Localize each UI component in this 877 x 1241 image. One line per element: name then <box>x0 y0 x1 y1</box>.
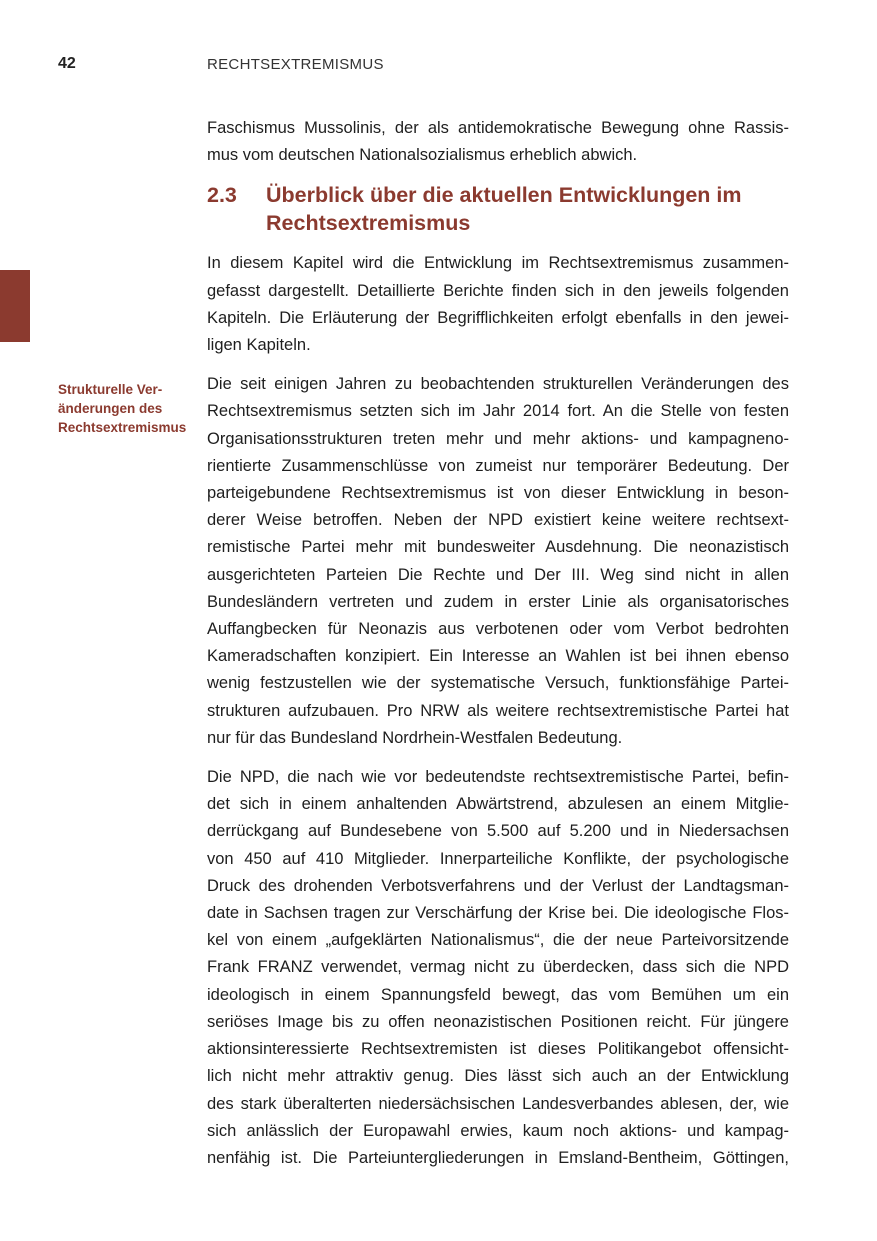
text-line: des stark überalterten niedersächsischen Landesverbandes ablesen, der, wie <box>207 1094 789 1113</box>
text-line: Kapiteln. Die Erläuterung der Begrifflichkeiten erfolgt ebenfalls in den jewei- <box>207 308 789 327</box>
text-line: ligen Kapiteln. <box>207 336 311 355</box>
body-text <box>207 115 789 1184</box>
text-line: lich nicht mehr attraktiv genug. Dies lässt sich auch an der Entwicklung <box>207 1067 789 1086</box>
text-line: ausgerichteten Parteien Die Rechte und Der III. Weg sind nicht in allen <box>207 565 789 584</box>
text-line: Faschismus Mussolinis, der als antidemokratische Bewegung ohne Rassis- <box>207 119 789 137</box>
paragraph-3 <box>207 371 789 752</box>
section-number: 2.3 <box>207 183 237 208</box>
text-line: parteigebundene Rechtsextremismus ist von dieser Entwicklung in beson- <box>207 484 789 503</box>
text-line: von 450 auf 410 Mitglieder. Innerparteiliche Konflikte, der psychologische <box>207 849 789 868</box>
page-number: 42 <box>58 55 76 72</box>
text-line: In diesem Kapitel wird die Entwicklung im Rechtsextremismus zusammen- <box>207 254 789 273</box>
text-line: Auffangbecken für Neonazis aus verbotenen oder vom Verbot bedrohten <box>207 620 789 639</box>
section-title <box>266 181 742 237</box>
text-line: derrückgang auf Bundesebene von 5.500 auf 5.200 und in Niedersachsen <box>207 822 789 841</box>
text-line: aktionsinteressierte Rechtsextremisten ist dieses Politikangebot offensicht- <box>207 1040 789 1059</box>
paragraph-1 <box>207 115 789 169</box>
margin-note-line: Strukturelle Ver- <box>58 382 163 397</box>
text-line: nenfähig ist. Die Parteiuntergliederungen in Emsland-Bentheim, Göttingen, <box>207 1148 789 1167</box>
text-line: date in Sachsen tragen zur Verschärfung der Krise bei. Die ideologische Flos- <box>207 904 789 923</box>
running-header: RECHTSEXTREMISMUS <box>207 56 384 73</box>
text-line: Die seit einigen Jahren zu beobachtenden strukturellen Veränderungen des <box>207 375 789 394</box>
section-title-line: Überblick über die aktuellen Entwicklungen im <box>266 183 742 208</box>
text-line: Rechtsextremismus setzten sich im Jahr 2014 fort. An die Stelle von festen <box>207 402 789 421</box>
section-heading <box>207 181 789 237</box>
text-line: strukturen aufzubauen. Pro NRW als weitere rechtsextremistische Partei hat <box>207 701 789 720</box>
margin-note-line: änderungen des <box>58 401 163 416</box>
paragraph-4 <box>207 764 789 1172</box>
text-line: derer Weise betroffen. Neben der NPD existiert keine weitere rechtsext- <box>207 511 789 530</box>
text-line: Kameradschaften konzipiert. Ein Interesse an Wahlen ist bei ihnen ebenso <box>207 647 789 666</box>
text-line: Organisationsstrukturen treten mehr und mehr aktions- und kampagneno- <box>207 429 789 448</box>
text-line: mus vom deutschen Nationalsozialismus erheblich abwich. <box>207 146 638 165</box>
text-line: sich anlässlich der Europawahl erwies, kaum noch aktions- und kampag- <box>207 1121 789 1140</box>
text-line: seriöses Image bis zu offen neonazistischen Positionen reicht. Für jüngere <box>207 1012 789 1031</box>
text-line: Bundesländern vertreten und zudem in erster Linie als organisatorisches <box>207 592 789 611</box>
text-line: nur für das Bundesland Nordrhein-Westfalen Bedeutung. <box>207 728 623 747</box>
text-line: ideologisch in einem Spannungsfeld bewegt, das vom Bemühen um ein <box>207 985 789 1004</box>
text-line: remistische Partei mehr mit bundesweiter Ausdehnung. Die neonazistisch <box>207 538 789 557</box>
section-title-line: Rechtsextremismus <box>266 211 471 236</box>
text-line: Frank FRANZ verwendet, vermag nicht zu überdecken, dass sich die NPD <box>207 958 789 977</box>
text-line: rientierte Zusammenschlüsse von zumeist nur temporärer Bedeutung. Der <box>207 456 789 475</box>
margin-note-line: Rechtsextremismus <box>58 420 187 435</box>
text-line: wenig festzustellen wie der systematische Versuch, funktionsfähige Partei- <box>207 674 789 693</box>
margin-note <box>58 380 198 437</box>
text-line: det sich in einem anhaltenden Abwärtstrend, abzulesen an einem Mitglie- <box>207 795 789 814</box>
text-line: Druck des drohenden Verbotsverfahrens und der Verlust der Landtagsman- <box>207 876 789 895</box>
text-line: gefasst dargestellt. Detaillierte Berichte finden sich in den jeweils folgenden <box>207 281 789 300</box>
text-line: Die NPD, die nach wie vor bedeutendste rechtsextremistische Partei, befin- <box>207 768 789 787</box>
paragraph-2 <box>207 250 789 359</box>
chapter-tab-marker <box>0 270 30 342</box>
text-line: kel von einem „aufgeklärten Nationalismus“, die der neue Parteivorsitzende <box>207 931 789 950</box>
